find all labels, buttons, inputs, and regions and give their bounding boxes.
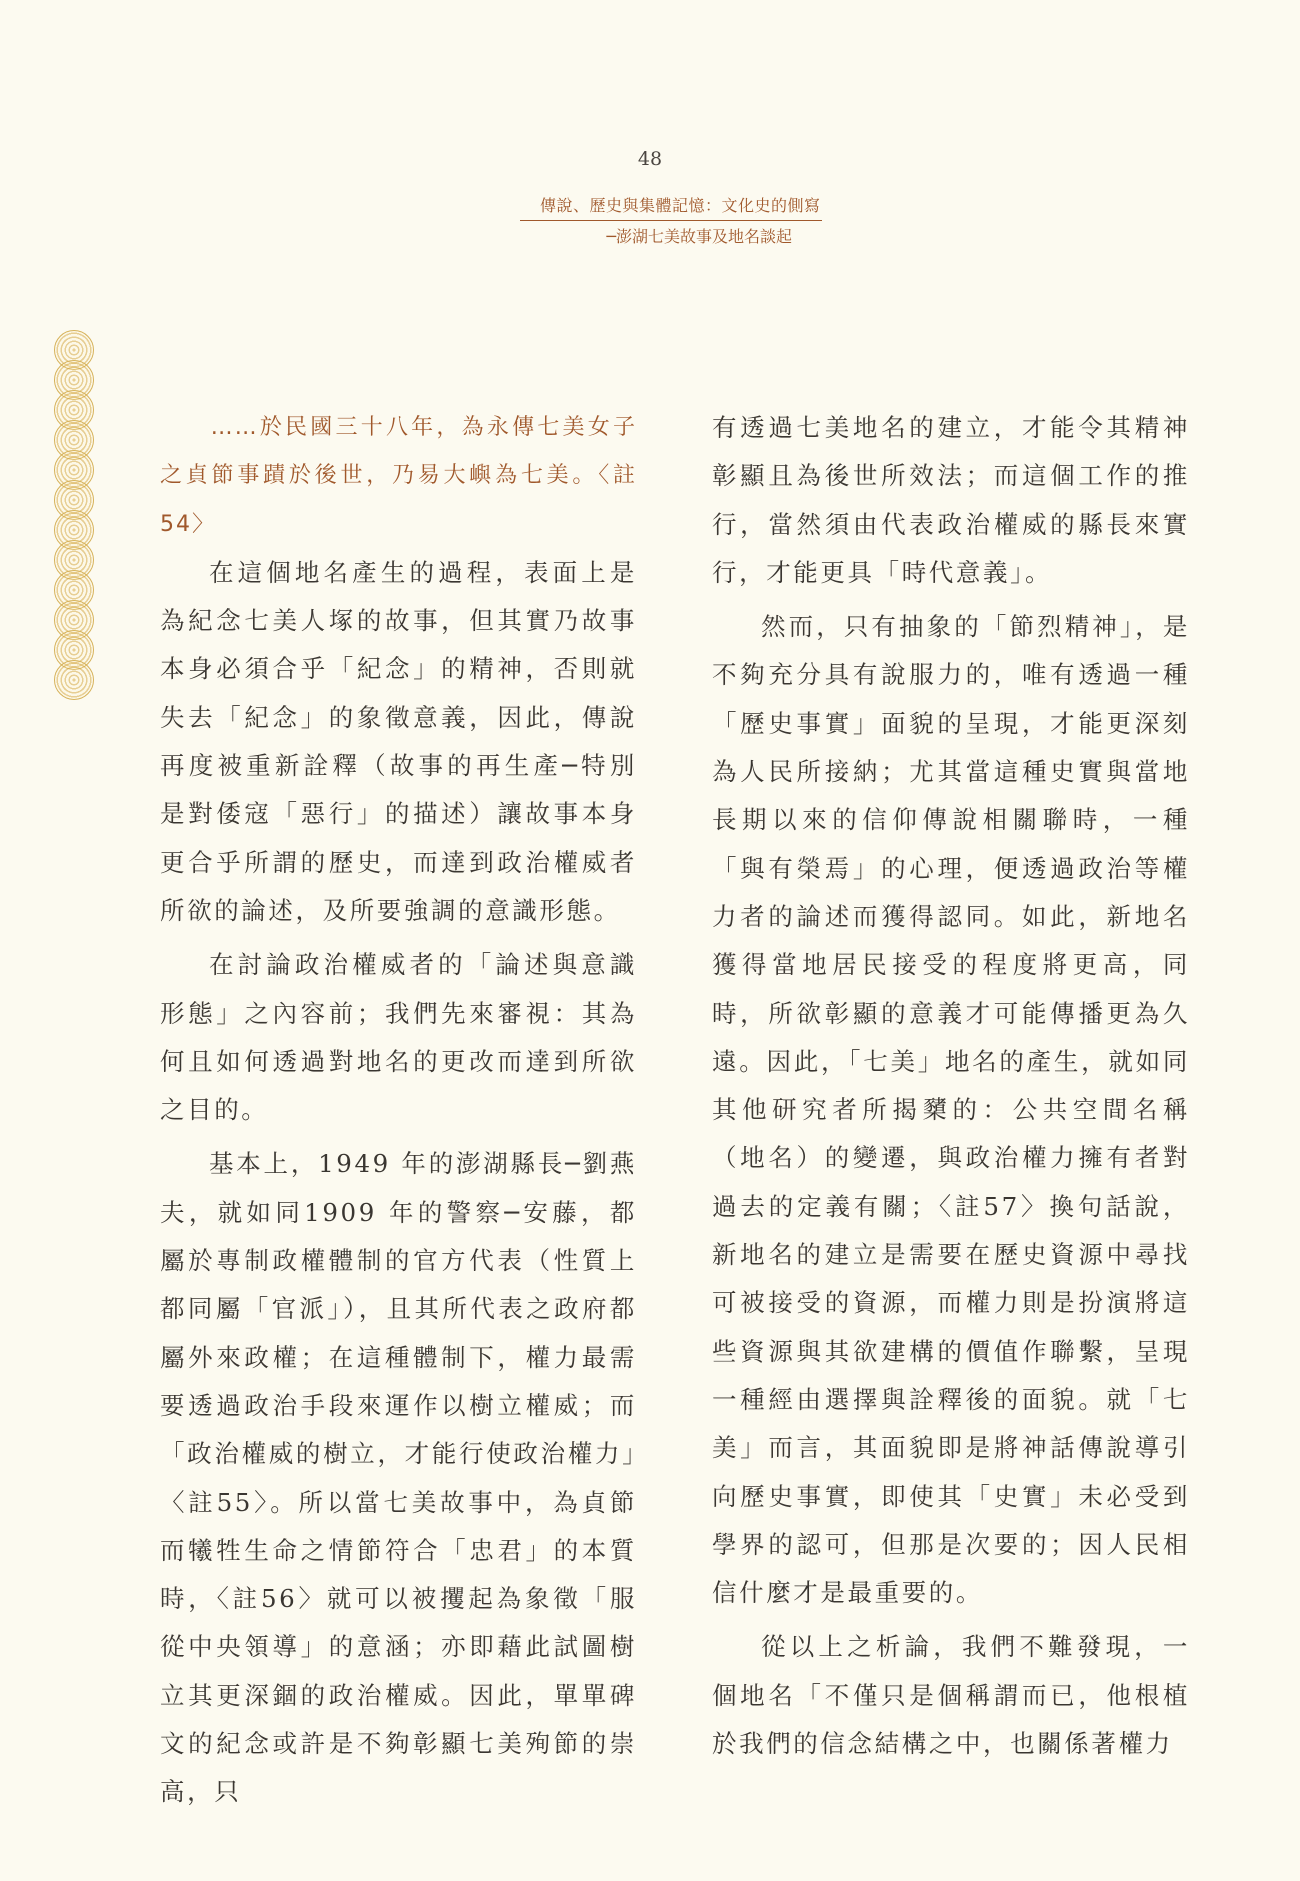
header-subtitle: ─澎湖七美故事及地名談起 <box>606 227 792 246</box>
paragraph-continuation: 有透過七美地名的建立，才能令其精神彰顯且為後世所效法；而這個工作的推行，當然須由代表政治權威的縣長來實行，才能更具「時代意義」。 <box>712 413 1190 587</box>
paragraph-3: 基本上，1949 年的澎湖縣長─劉燕夫，就如同1909 年的警察─安藤，都屬於專制政權體制的官方代表（性質上都同屬「官派」），且其所代表之政府都屬外來政權；在這種體制下，權力最需要透過政治手段來運作以樹立權威；而「政治權威的樹立，才能行使政治權力」〈註55〉。所以當七美故事中，為貞節而犧牲生命之情節符合「忠君」的本質時，〈註56〉就可以被攫起為象徵「服從中央領導」的意涵；亦即藉此試圖樹立其更深錮的政治權威。因此，單單碑文的紀念或許是不夠彰顯七美殉節的崇高，只 <box>160 1149 637 1807</box>
right-column <box>712 404 1190 1768</box>
page-number: 48 <box>637 148 663 170</box>
block-quote: ……於民國三十八年，為永傳七美女子之貞節事蹟於後世，乃易大嶼為七美。〈註54〉 <box>160 415 637 537</box>
paragraph-5: 從以上之析論，我們不難發現，一個地名「不僅只是個稱謂而已，他根植於我們的信念結構之中，也關係著權力 <box>712 1632 1190 1759</box>
ornament-circle <box>54 660 94 700</box>
side-ornament <box>54 330 96 690</box>
header-title: 傳說、歷史與集體記憶：文化史的側寫 <box>520 193 822 221</box>
paragraph-1: 在這個地名產生的過程，表面上是為紀念七美人塚的故事，但其實乃故事本身必須合乎「紀念」的精神，否則就失去「紀念」的象徵意義，因此，傳說再度被重新詮釋（故事的再生產─特別是對倭寇「惡行」的描述）讓故事本身更合乎所謂的歷史，而達到政治權威者所欲的論述，及所要強調的意識形態。 <box>160 557 637 925</box>
running-header <box>520 193 822 247</box>
paragraph-2: 在討論政治權威者的「論述與意識形態」之內容前；我們先來審視：其為何且如何透過對地名的更改而達到所欲之目的。 <box>160 950 637 1125</box>
left-column <box>160 404 637 1817</box>
paragraph-4: 然而，只有抽象的「節烈精神」，是不夠充分具有說服力的，唯有透過一種「歷史事實」面貌的呈現，才能更深刻為人民所接納；尤其當這種史實與當地長期以來的信仰傳說相關聯時，一種「與有榮焉」的心理，便透過政治等權力者的論述而獲得認同。如此，新地名獲得當地居民接受的程度將更高，同時，所欲彰顯的意義才可能傳播更為久遠。因此，「七美」地名的產生，就如同其他研究者所揭櫫的：公共空間名稱（地名）的變遷，與政治權力擁有者對過去的定義有關；〈註57〉換句話說，新地名的建立是需要在歷史資源中尋找可被接受的資源，而權力則是扮演將這些資源與其欲建構的價值作聯繫，呈現一種經由選擇與詮釋後的面貌。就「七美」而言，其面貌即是將神話傳說導引向歷史事實，即使其「史實」未必受到學界的認可，但那是次要的；因人民相信什麼才是最重要的。 <box>712 612 1190 1608</box>
